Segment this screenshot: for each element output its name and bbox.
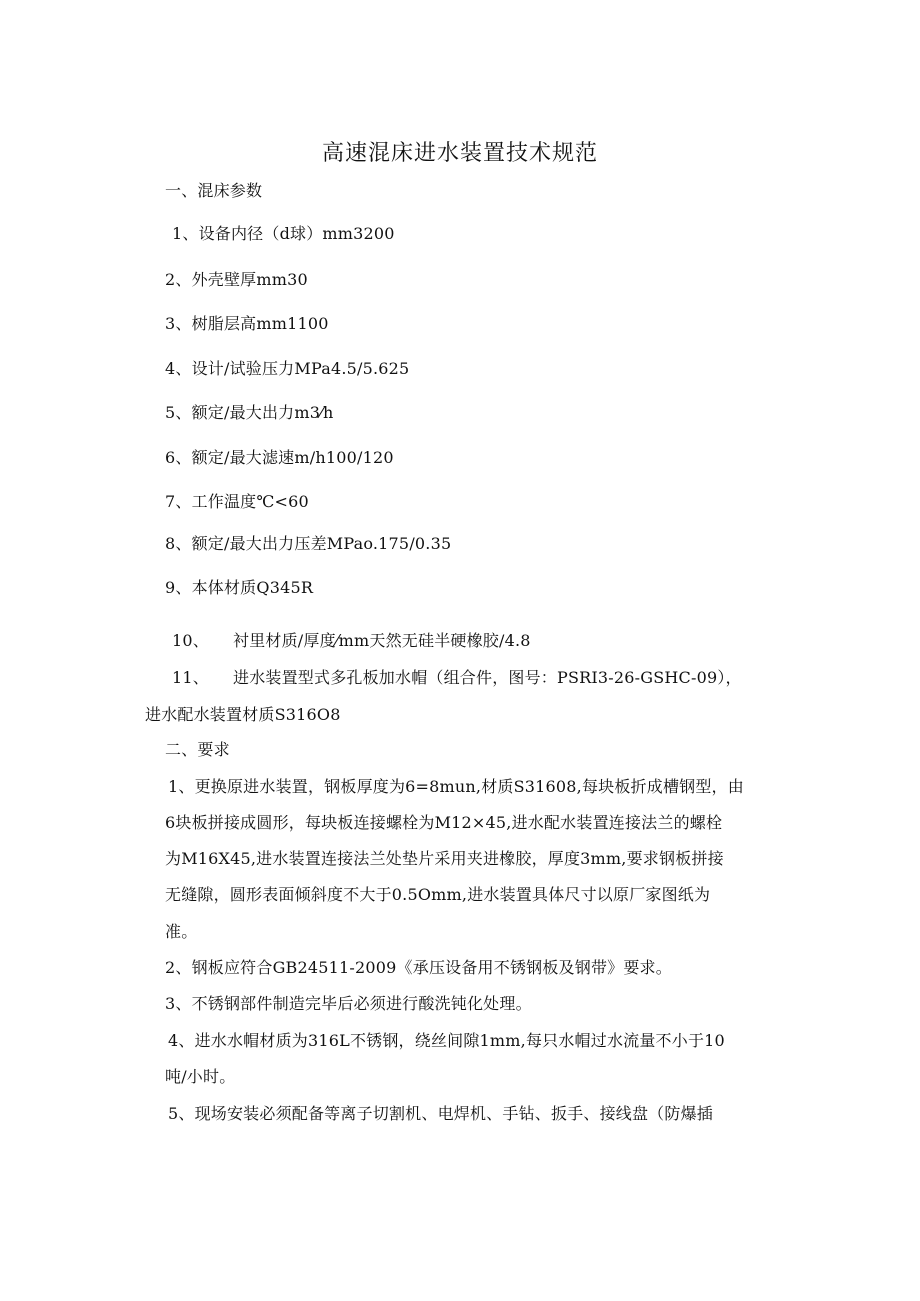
requirement-5-line-1: 5、现场安装必须配备等离子切割机、电焊机、手钻、扳手、接线盘（防爆插 <box>168 1104 713 1123</box>
requirement-1-line-3: 为M16X45,进水装置连接法兰处垫片采用夹进橡胶，厚度3mm,要求钢板拼接 <box>165 849 724 868</box>
param-item-6: 6、额定/最大滤速m/h100/120 <box>165 448 394 467</box>
param-item-10-text: 衬里材质/厚度⁄mm天然无硅半硬橡胶/4.8 <box>233 631 531 650</box>
requirement-1-line-2: 6块板拼接成圆形，每块板连接螺栓为M12×45,进水配水装置连接法兰的螺栓 <box>165 813 723 832</box>
param-item-7: 7、工作温度℃<60 <box>165 492 309 511</box>
requirement-1-line-4: 无缝隙，圆形表面倾斜度不大于0.5Omm,进水装置具体尺寸以原厂家图纸为 <box>165 885 711 904</box>
param-item-11-continuation: 进水配水装置材质S316O8 <box>145 705 341 724</box>
param-item-2: 2、外壳壁厚mm30 <box>165 270 308 289</box>
param-item-5: 5、额定/最大出力m3⁄h <box>165 403 334 422</box>
requirement-1-line-1: 1、更换原进水装置，钢板厚度为6=8mun,材质S31608,每块板折成槽钢型，由 <box>168 777 744 796</box>
param-item-1: 1、设备内径（d球）mm3200 <box>172 224 395 243</box>
requirement-3: 3、不锈钢部件制造完毕后必须进行酸洗钝化处理。 <box>165 994 532 1013</box>
param-item-10-number: 10、 <box>172 631 209 650</box>
requirement-4-line-2: 吨/小时。 <box>165 1067 236 1086</box>
param-item-11-number: 11、 <box>172 668 209 687</box>
section-heading-requirements: 二、要求 <box>165 740 230 759</box>
requirement-4-line-1: 4、进水水帽材质为316L不锈钢，绕丝间隙1mm,每只水帽过水流量不小于10 <box>168 1031 725 1050</box>
param-item-8: 8、额定/最大出力压差MPao.175/0.35 <box>165 534 452 553</box>
document-title: 高速混床进水装置技术规范 <box>321 141 598 166</box>
param-item-11-text: 进水装置型式多孔板加水帽（组合件，图号：PSRI3-26-GSHC-09）， <box>233 668 742 687</box>
section-heading-parameters: 一、混床参数 <box>165 181 263 200</box>
param-item-4: 4、设计/试验压力MPa4.5/5.625 <box>165 359 410 378</box>
param-item-9: 9、本体材质Q345R <box>165 578 314 597</box>
requirement-1-line-5: 准。 <box>165 922 198 941</box>
requirement-2: 2、钢板应符合GB24511-2009《承压设备用不锈钢板及钢带》要求。 <box>165 958 672 977</box>
param-item-3: 3、树脂层高mm1100 <box>165 314 329 333</box>
